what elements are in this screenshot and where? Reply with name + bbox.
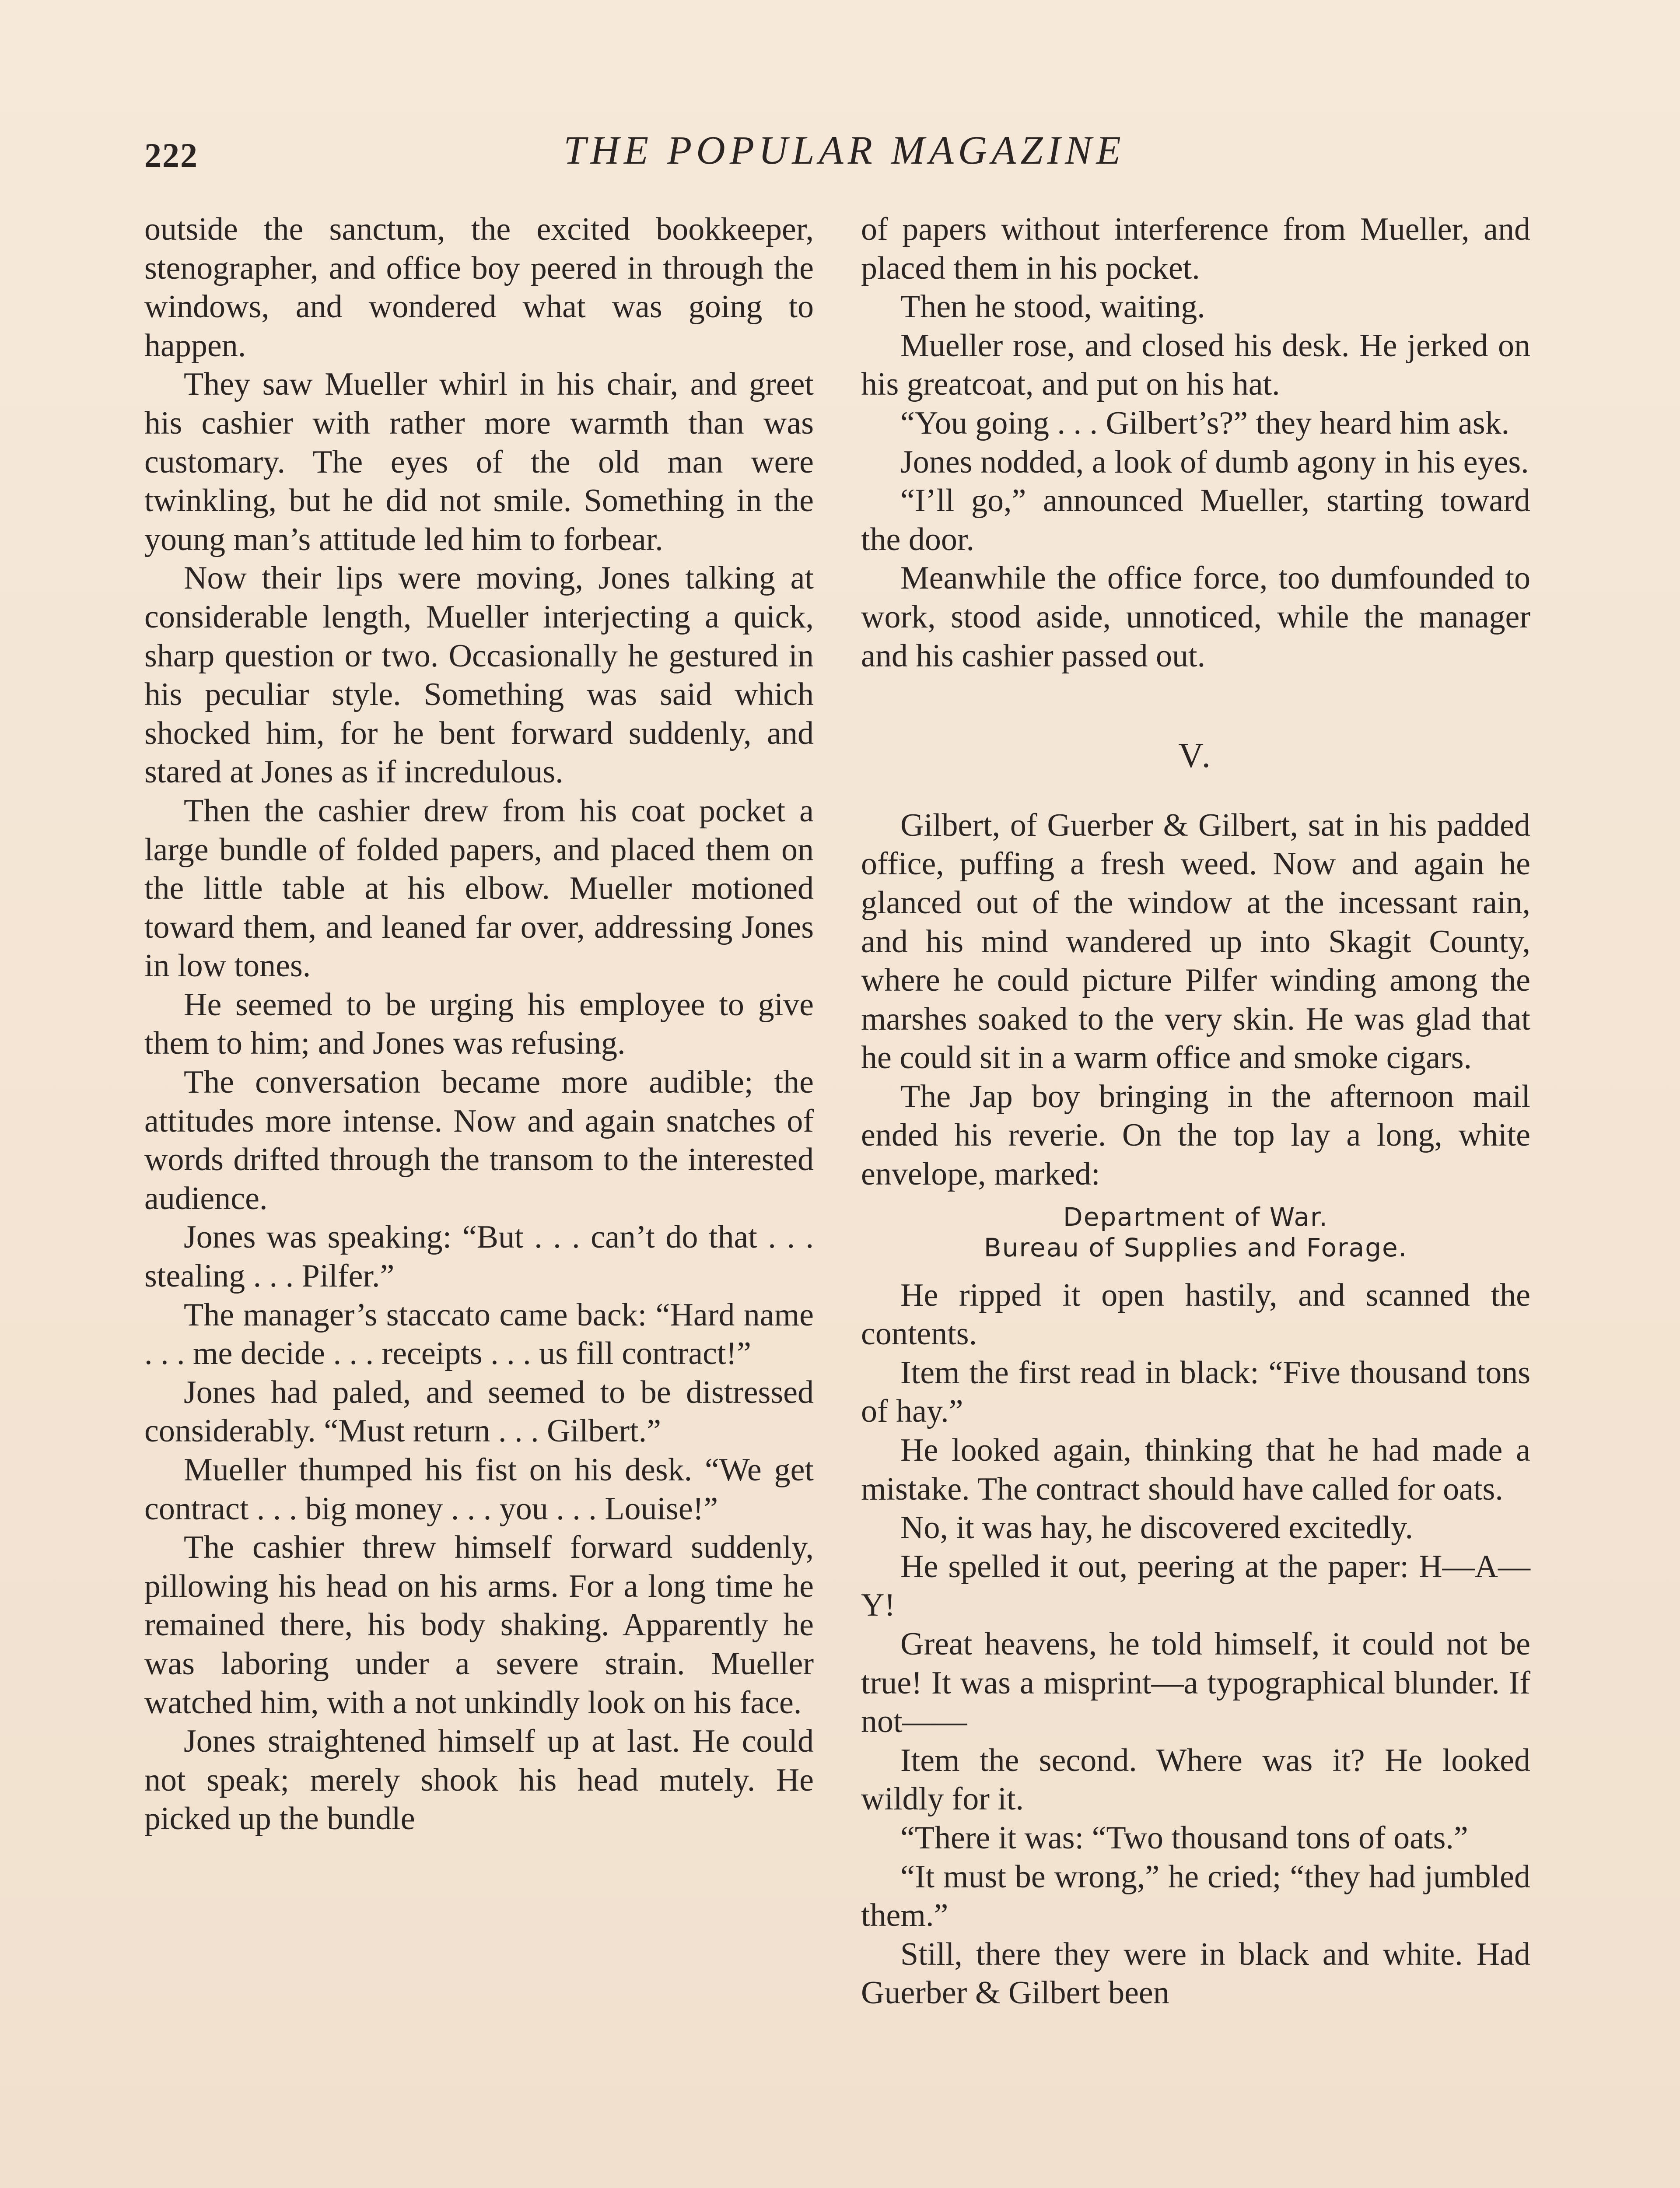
paragraph: The manager’s staccato came back: “Hard name . . . me decide . . . receipts . . . us fill contract!” xyxy=(144,1297,814,1372)
paragraph: They saw Mueller whirl in his chair, and greet his cashier with rather more warmth than was customary. The eyes of the old man were twinkling, but he did not smile. Something in the young man’s attitude led him to forbear. xyxy=(144,366,814,558)
paragraph: Jones was speaking: “But . . . can’t do that . . . stealing . . . Pilfer.” xyxy=(144,1219,814,1294)
paragraph: No, it was hay, he discovered excitedly. xyxy=(900,1510,1413,1546)
paragraph: He looked again, thinking that he had made a mistake. The contract should have called for oats. xyxy=(861,1432,1530,1507)
page-number: 222 xyxy=(144,136,198,174)
paragraph: The conversation became more audible; the attitudes more intense. Now and again snatches of words drifted through the transom to the interested audience. xyxy=(144,1064,814,1217)
memo-line: Department of War. xyxy=(1063,1202,1328,1232)
paragraph: He ripped it open hastily, and scanned the contents. xyxy=(861,1277,1530,1352)
paragraph: Still, there they were in black and white. Had Guerber & Gilbert been xyxy=(861,1936,1530,2011)
paragraph: He spelled it out, peering at the paper: H—A—Y! xyxy=(861,1548,1530,1623)
envelope-marking xyxy=(861,1202,1530,1263)
paragraph: of papers without interference from Mueller, and placed them in his pocket. xyxy=(861,211,1530,286)
right-column xyxy=(861,210,1530,2013)
paragraph: The cashier threw himself forward suddenly, pillowing his head on his arms. For a long time he remained there, his body shaking. Apparently he was laboring under a severe strain. Mueller watched him, with a not unkindly look on his face. xyxy=(144,1529,814,1721)
paragraph: Meanwhile the office force, too dumfounded to work, stood aside, unnoticed, while the manager and his cashier passed out. xyxy=(861,560,1530,674)
paragraph: He seemed to be urging his employee to give them to him; and Jones was refusing. xyxy=(144,986,814,1062)
paragraph: “There it was: “Two thousand tons of oats.” xyxy=(900,1820,1468,1856)
paragraph: “You going . . . Gilbert’s?” they heard him ask. xyxy=(900,405,1510,441)
paragraph: Great heavens, he told himself, it could not be true! It was a misprint—a typographical blunder. If not—— xyxy=(861,1626,1530,1740)
paragraph: Mueller rose, and closed his desk. He jerked on his greatcoat, and put on his hat. xyxy=(861,327,1530,403)
section-heading: V. xyxy=(1178,736,1213,775)
paragraph: “I’ll go,” announced Mueller, starting toward the door. xyxy=(861,483,1530,558)
paragraph: Then the cashier drew from his coat pocket a large bundle of folded papers, and placed them on the little table at his elbow. Mueller motioned toward them, and leaned far over, addressing Jones in low tones. xyxy=(144,792,814,984)
paragraph: Jones straightened himself up at last. He could not speak; merely shook his head mutely. He picked up the bundle xyxy=(144,1723,814,1837)
paragraph: Now their lips were moving, Jones talking at considerable length, Mueller interjecting a quick, sharp question or two. Occasionally he gestured in his peculiar style. Something was said which shocked him, for he bent forward suddenly, and stared at Jones as if incredulous. xyxy=(144,560,814,790)
paragraph: Item the second. Where was it? He looked wildly for it. xyxy=(861,1742,1530,1817)
paragraph: “It must be wrong,” he cried; “they had jumbled them.” xyxy=(861,1858,1530,1934)
paragraph: Gilbert, of Guerber & Gilbert, sat in his padded office, puffing a fresh weed. Now and again he glanced out of the window at the incessant rain, and his mind wandered up into Skagit County, where he could picture Pilfer winding among the marshes soaked to the very skin. He was glad that he could sit in a warm office and smoke cigars. xyxy=(861,807,1530,1076)
left-column xyxy=(144,210,814,1838)
paragraph: outside the sanctum, the excited bookkeeper, stenographer, and office boy peered in through the windows, and wondered what was going to happen. xyxy=(144,211,814,364)
paragraph: Item the first read in black: “Five thousand tons of hay.” xyxy=(861,1354,1530,1430)
paragraph: Mueller thumped his fist on his desk. “We get contract . . . big money . . . you . . . Louise!” xyxy=(144,1452,814,1527)
paragraph: Jones had paled, and seemed to be distressed considerably. “Must return . . . Gilbert.” xyxy=(144,1374,814,1449)
paragraph: The Jap boy bringing in the afternoon mail ended his reverie. On the top lay a long, white envelope, marked: xyxy=(861,1078,1530,1192)
page-header xyxy=(140,127,1549,179)
running-title: THE POPULAR MAGAZINE xyxy=(564,128,1125,172)
paragraph: Jones nodded, a look of dumb agony in his eyes. xyxy=(900,444,1529,480)
paragraph: Then he stood, waiting. xyxy=(900,289,1205,325)
memo-line: Bureau of Supplies and Forage. xyxy=(984,1232,1408,1262)
